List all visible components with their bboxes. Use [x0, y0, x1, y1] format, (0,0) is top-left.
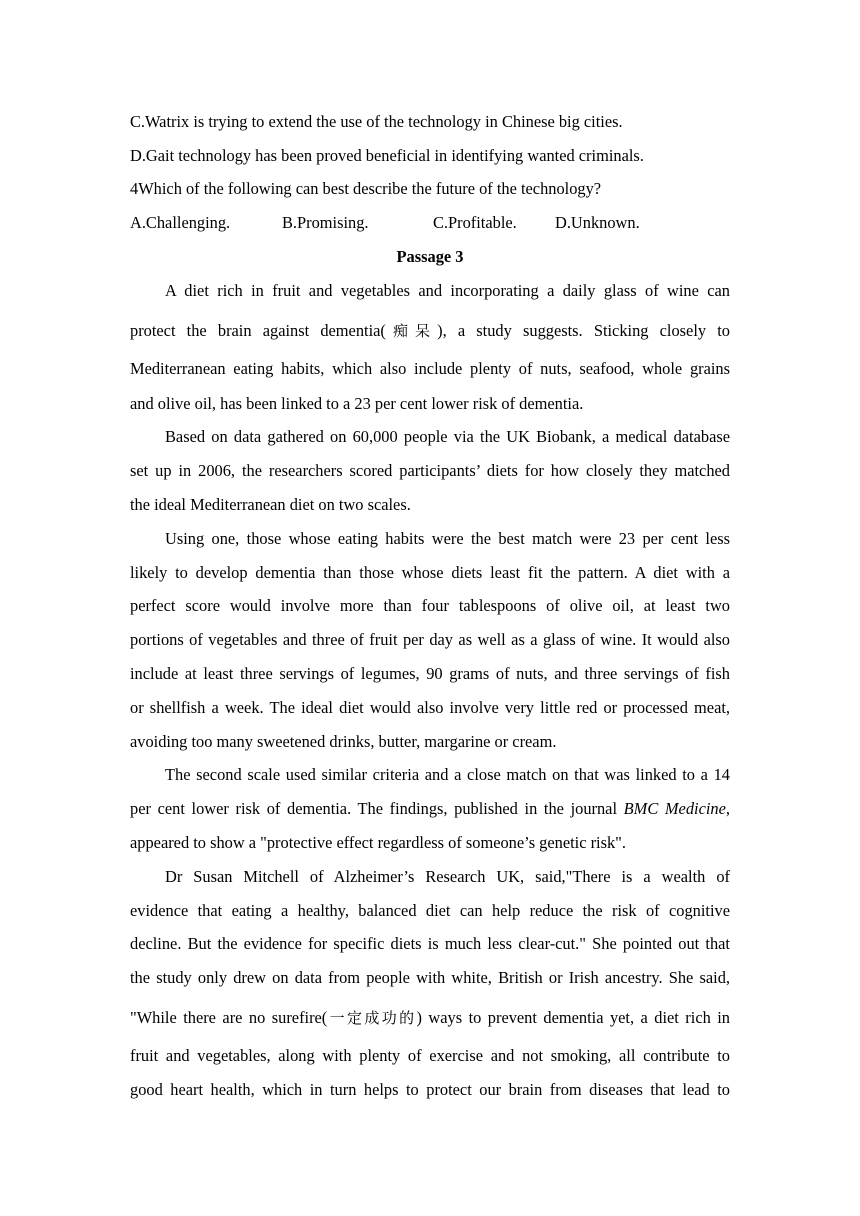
p1-line — [130, 321, 730, 341]
p5-line — [130, 1008, 730, 1028]
cjk-gloss: 一定成功的 — [327, 1009, 417, 1027]
p1-line: A diet rich in fruit and vegetables and incorporating a daily glass of wine can — [165, 281, 730, 300]
p3-line: or shellfish a week. The ideal diet would also involve very little red or processed meat, — [130, 698, 730, 717]
p5-text: ) ways to prevent dementia yet, a diet rich in — [416, 1008, 731, 1027]
q4-option-b: B.Promising. — [282, 213, 369, 232]
q4-option-c: C.Profitable. — [433, 213, 517, 232]
p3-line: perfect score would involve more than four tablespoons of olive oil, at least two — [130, 596, 730, 615]
p5-line: good heart health, which in turn helps to protect our brain from diseases that lead to — [130, 1080, 730, 1099]
p4-text: per cent lower risk of dementia. The findings, published in the journal — [130, 799, 624, 818]
p4-text: , — [725, 799, 730, 818]
p2-line: Based on data gathered on 60,000 people via the UK Biobank, a medical database — [165, 427, 730, 446]
p1-line: Mediterranean eating habits, which also include plenty of nuts, seafood, whole grains — [130, 359, 730, 378]
question-option-d: D.Gait technology has been proved beneficial in identifying wanted criminals. — [130, 146, 644, 165]
question-4-stem: 4Which of the following can best describe the future of the technology? — [130, 179, 602, 198]
p3-line: likely to develop dementia than those whose diets least fit the pattern. A diet with a — [130, 563, 730, 582]
p5-line: decline. But the evidence for specific diets is much less clear-cut." She pointed out that — [130, 934, 730, 953]
p3-line: Using one, those whose eating habits were the best match were 23 per cent less — [165, 529, 730, 548]
p3-line: avoiding too many sweetened drinks, butter, margarine or cream. — [130, 732, 557, 751]
p5-line: Dr Susan Mitchell of Alzheimer’s Research UK, said,"There is a wealth of — [165, 867, 730, 886]
question-option-c: C.Watrix is trying to extend the use of the technology in Chinese big cities. — [130, 112, 623, 131]
p2-line: set up in 2006, the researchers scored participants’ diets for how closely they matched — [130, 461, 730, 480]
p1-text: ), a study suggests. Sticking closely to — [437, 321, 730, 340]
p3-line: portions of vegetables and three of fruit per day as well as a glass of wine. It would also — [130, 630, 730, 649]
cjk-gloss: 痴呆 — [385, 322, 438, 340]
q4-option-a: A.Challenging. — [130, 213, 231, 232]
p5-line: the study only drew on data from people with white, British or Irish ancestry. She said, — [130, 968, 730, 987]
p1-line: and olive oil, has been linked to a 23 per cent lower risk of dementia. — [130, 394, 584, 413]
journal-name: BMC Medicine — [623, 799, 726, 818]
passage-title: Passage 3 — [396, 247, 464, 266]
p2-line: the ideal Mediterranean diet on two scales. — [130, 495, 411, 514]
q4-option-d: D.Unknown. — [555, 213, 640, 232]
p5-line: evidence that eating a healthy, balanced diet can help reduce the risk of cognitive — [130, 901, 730, 920]
p4-line: appeared to show a "protective effect regardless of someone’s genetic risk". — [130, 833, 626, 852]
p3-line: include at least three servings of legumes, 90 grams of nuts, and three servings of fish — [130, 664, 730, 683]
p1-text: protect the brain against dementia( — [130, 321, 386, 340]
p5-line: fruit and vegetables, along with plenty of exercise and not smoking, all contribute to — [130, 1046, 730, 1065]
p5-text: "While there are no surefire( — [130, 1008, 328, 1027]
p4-line — [130, 799, 730, 819]
p4-line: The second scale used similar criteria and a close match on that was linked to a 14 — [165, 765, 730, 784]
